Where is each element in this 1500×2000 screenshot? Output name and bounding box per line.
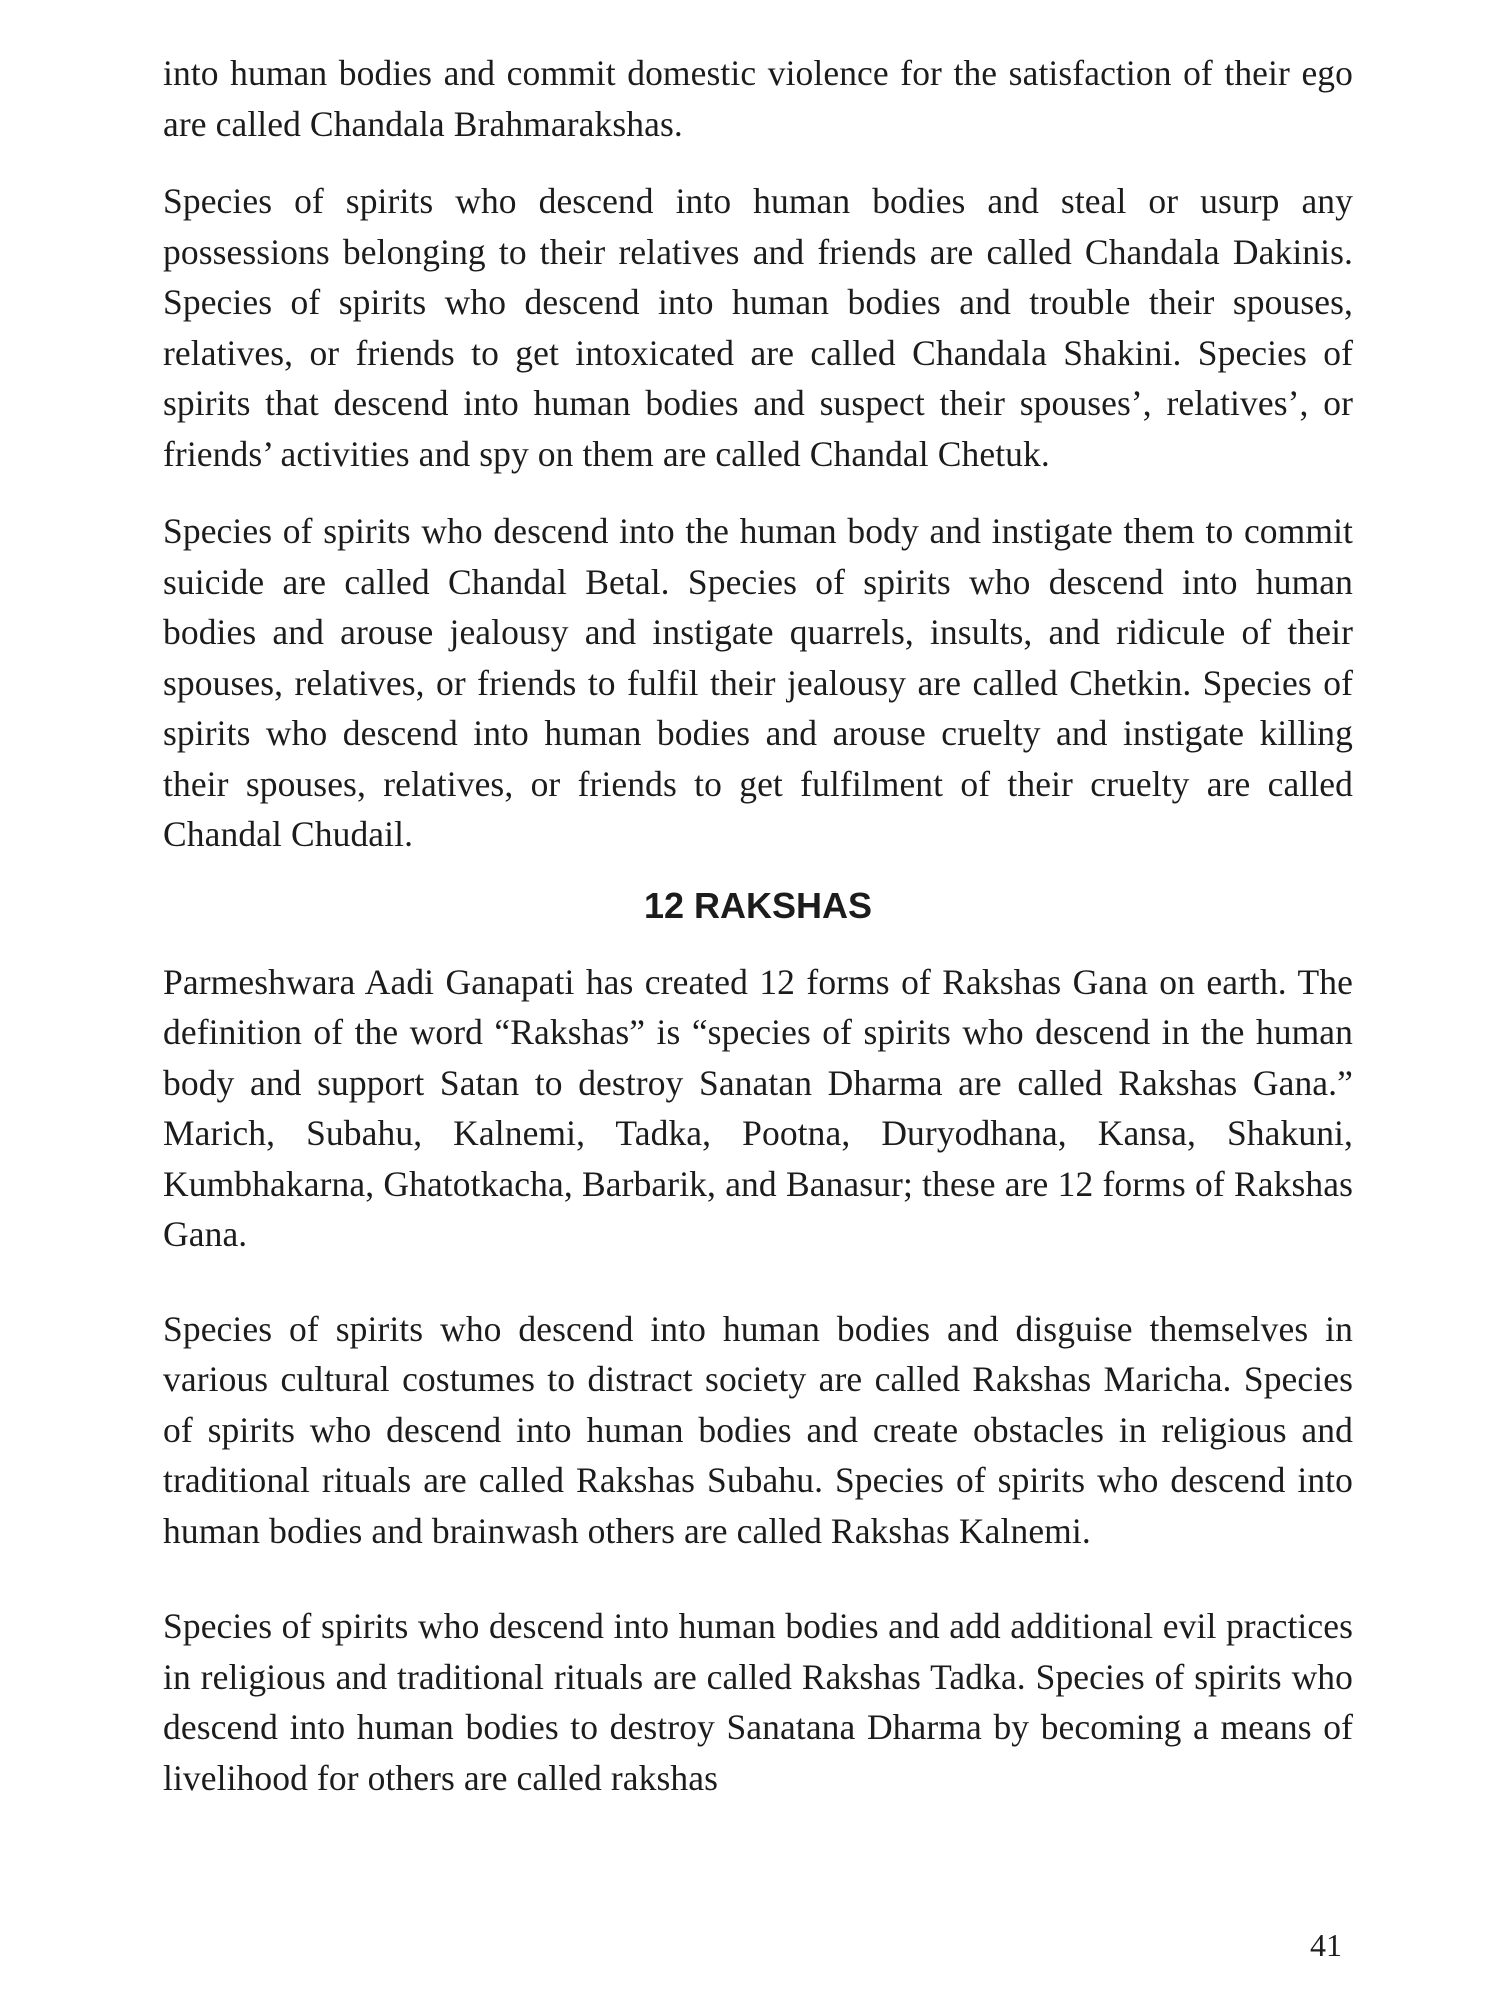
section-heading: 12 RAKSHAS	[643, 884, 873, 926]
page-body	[163, 48, 1353, 1803]
paragraph-betal-chetkin-chudail: Species of spirits who descend into the human body and instigate them to commit suicide are called Chandal Betal. Species of spirits who descend into human bodies and arouse jealousy and instigate quarrels, insults, and ridicule of their spouses, relatives, or friends to fulfil their jealousy are called Chetkin. Species of spirits who descend into human bodies and arouse cruelty and instigate killing their spouses, relatives, or friends to get fulfilment of their cruelty are called Chandal Chudail.	[163, 511, 1353, 854]
paragraph-maricha-subahu-kalnemi: Species of spirits who descend into human bodies and disguise themselves in various cultural costumes to distract society are called Rakshas Maricha. Species of spirits who descend into human bodies and create obstacles in religious and traditional rituals are called Rakshas Subahu. Species of spirits who descend into human bodies and brainwash others are called Rakshas Kalnemi.	[163, 1308, 1353, 1551]
paragraph-tadka: Species of spirits who descend into human bodies and add additional evil practices in religious and traditional rituals are called Rakshas Tadka. Species of spirits who descend into human bodies to destroy Sanatana Dharma by becoming a means of livelihood for others are called rakshas	[163, 1606, 1353, 1798]
page-number: 41	[1310, 1927, 1342, 1963]
paragraph-rakshas-definition: Parmeshwara Aadi Ganapati has created 12 forms of Rakshas Gana on earth. The definition of the word “Rakshas” is “species of spirits who descend in the human body and support Satan to destroy Sanatan Dharma are called Rakshas Gana.” Marich, Subahu, Kalnemi, Tadka, Pootna, Duryodhana, Kansa, Shakuni, Kumbhakarna, Ghatotkacha, Barbarik, and Banasur; these are 12 forms of Rakshas Gana.	[163, 961, 1353, 1254]
paragraph-brahmarakshas: into human bodies and commit domestic violence for the satisfaction of their ego are called Chandala Brahmarakshas.	[163, 53, 1353, 144]
paragraph-dakinis-shakini-chetuk: Species of spirits who descend into human bodies and steal or usurp any possessions belonging to their relatives and friends are called Chandala Dakinis. Species of spirits who descend into human bodies and trouble their spouses, relatives, or friends to get intoxicated are called Chandala Shakini. Species of spirits that descend into human bodies and suspect their spouses’, relatives’, or friends’ activities and spy on them are called Chandal Chetuk.	[163, 181, 1353, 474]
